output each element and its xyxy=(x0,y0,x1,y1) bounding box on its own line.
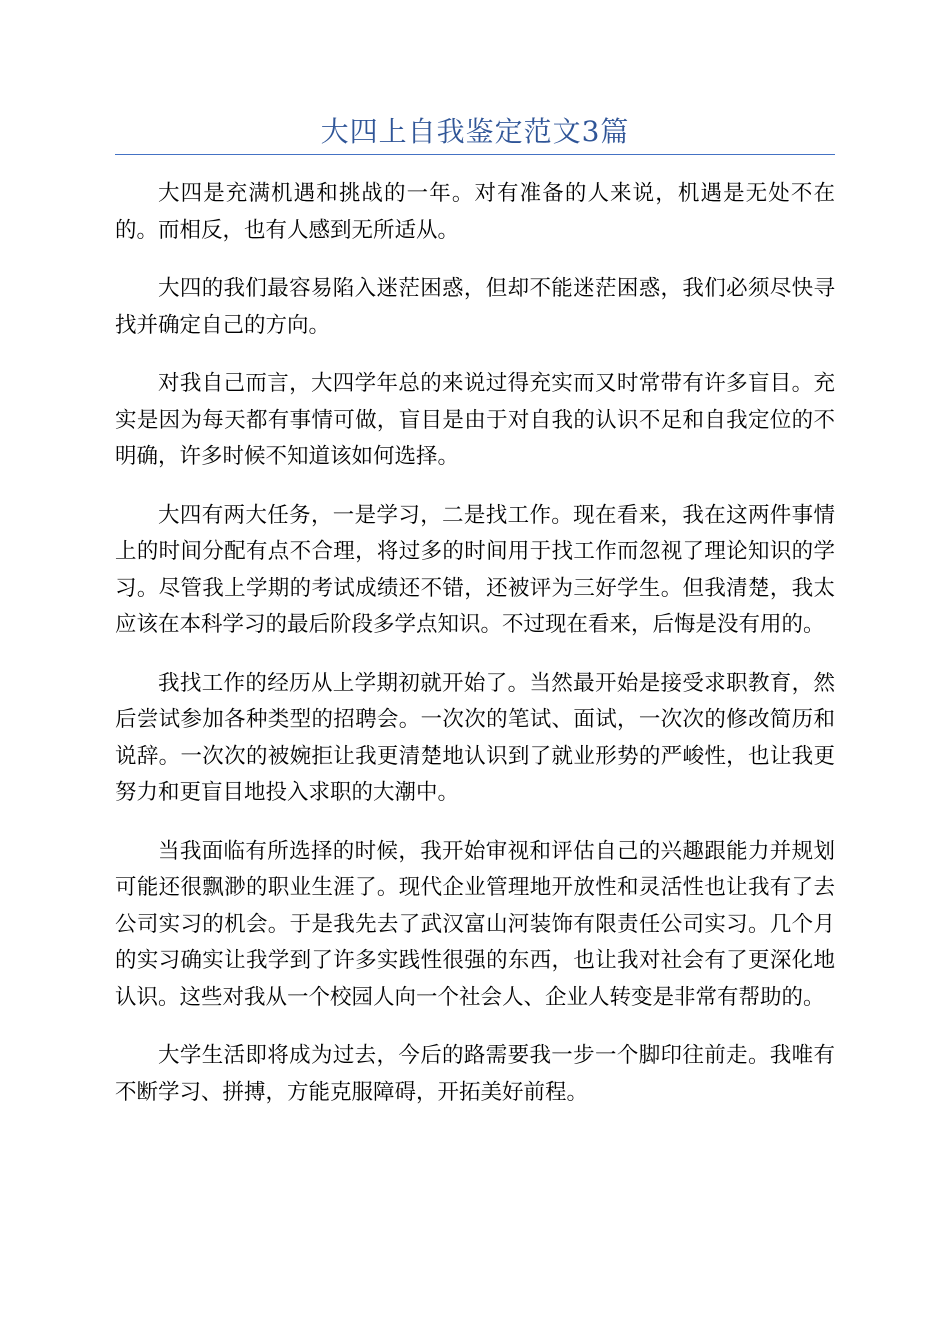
paragraph-4: 大四有两大任务，一是学习，二是找工作。现在看来，我在这两件事情上的时间分配有点不合理，将过多的时间用于找工作而忽视了理论知识的学习。尽管我上学期的考试成绩还不错，还被评为三好学生。但我清楚，我太应该在本科学习的最后阶段多学点知识。不过现在看来，后悔是没有用的。 xyxy=(115,502,835,637)
title-underline xyxy=(115,154,835,155)
paragraph-6: 当我面临有所选择的时候，我开始审视和评估自己的兴趣跟能力并规划可能还很飘渺的职业生涯了。现代企业管理地开放性和灵活性也让我有了去公司实习的机会。于是我先去了武汉富山河装饰有限责任公司实习。几个月的实习确实让我学到了许多实践性很强的东西，也让我对社会有了更深化地认识。这些对我从一个校园人向一个社会人、企业人转变是非常有帮助的。 xyxy=(115,838,835,1010)
paragraph-3: 对我自己而言，大四学年总的来说过得充实而又时常带有许多盲目。充实是因为每天都有事情可做，盲目是由于对自我的认识不足和自我定位的不明确，许多时候不知道该如何选择。 xyxy=(115,371,835,469)
paragraph-1: 大四是充满机遇和挑战的一年。对有准备的人来说，机遇是无处不在的。而相反，也有人感到无所适从。 xyxy=(115,181,835,243)
document-title: 大四上自我鉴定范文3篇 xyxy=(320,115,630,148)
paragraph-2: 大四的我们最容易陷入迷茫困惑，但却不能迷茫困惑，我们必须尽快寻找并确定自己的方向。 xyxy=(115,276,835,338)
document-body xyxy=(115,176,835,1133)
paragraph-5: 我找工作的经历从上学期初就开始了。当然最开始是接受求职教育，然后尝试参加各种类型的招聘会。一次次的笔试、面试，一次次的修改简历和说辞。一次次的被婉拒让我更清楚地认识到了就业形势的严峻性，也让我更努力和更盲目地投入求职的大潮中。 xyxy=(115,670,835,805)
paragraph-7: 大学生活即将成为过去，今后的路需要我一步一个脚印往前走。我唯有不断学习、拼搏，方能克服障碍，开拓美好前程。 xyxy=(115,1043,835,1105)
